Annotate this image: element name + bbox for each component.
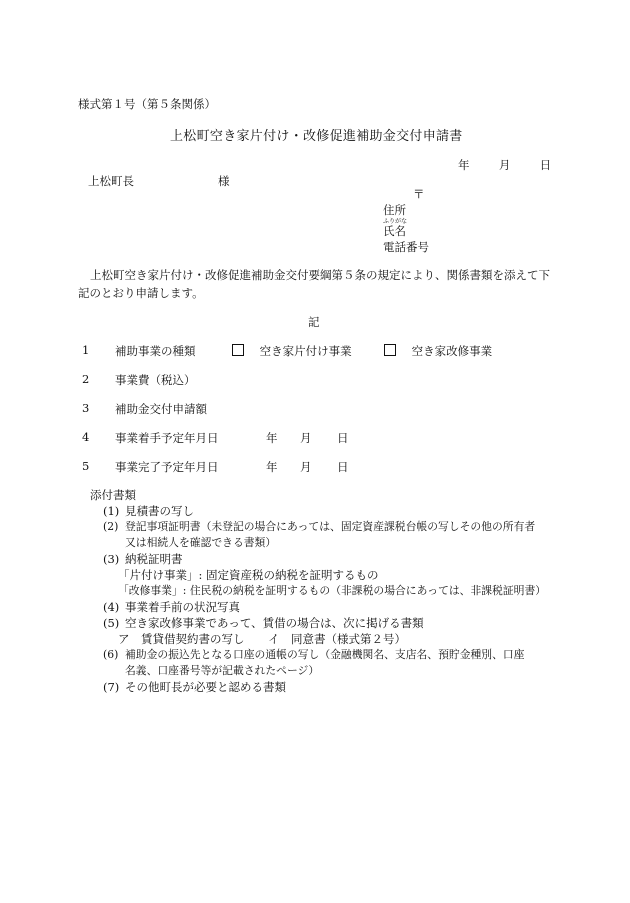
date-month: 月 (498, 158, 511, 172)
item-number: 4 (82, 430, 90, 444)
date-line (458, 157, 551, 173)
item-label: 事業費（税込） (115, 373, 196, 387)
recipient (88, 173, 134, 189)
attachment-item: (7) その他町長が必要と認める書類 (103, 680, 286, 694)
item-number: 3 (82, 401, 90, 415)
item-label: 補助金交付申請額 (115, 402, 207, 416)
attachment-item: (6) 補助金の振込先となる口座の通帳の写し（金融機関名、支店名、預貯金種別、口座 (103, 648, 525, 661)
start-year: 年 (266, 431, 278, 445)
attachment-item: (4) 事業着手前の状況写真 (103, 600, 240, 614)
attachment-item: (2) 登記事項証明書（未登記の場合にあっては、固定資産課税台帳の写しその他の所有者 (103, 520, 536, 533)
attachment-continuation: 名義、口座番号等が記載されたページ） (125, 664, 320, 677)
attachment-subitem: 「片付け事業」: 固定資産税の納税を証明するもの (118, 568, 379, 582)
furigana-label: ふりがな (383, 218, 408, 225)
date-year: 年 (458, 158, 470, 172)
recipient-honorific: 様 (218, 174, 230, 188)
date-day: 日 (539, 158, 552, 172)
option-kataduke[interactable] (232, 343, 352, 359)
start-month: 月 (300, 431, 312, 445)
attachment-item: (5) 空き家改修事業であって、賃借の場合は、次に掲げる書類 (103, 616, 424, 630)
end-month: 月 (300, 460, 312, 474)
intro-line-1: 上松町空き家片付け・改修促進補助金交付要綱第５条の規定により、関係書類を添えて下 (90, 268, 550, 282)
item-number: 2 (82, 372, 90, 386)
intro-line-2: 記のとおり申請します。 (78, 286, 204, 300)
item-number: 1 (82, 343, 90, 357)
option-kaishu[interactable] (384, 343, 492, 359)
item-number: 5 (82, 459, 90, 473)
attachment-subitem: 「改修事業」: 住民税の納税を証明するもの（非課税の場合にあっては、非課税証明書） (118, 584, 547, 597)
option-kaishu-label: 空き家改修事業 (411, 344, 493, 358)
end-day: 日 (337, 460, 349, 474)
start-day: 日 (337, 431, 349, 445)
attachments-title: 添付書類 (90, 488, 136, 502)
attachment-continuation: 又は相続人を確認できる書類） (125, 536, 277, 549)
item-label: 事業着手予定年月日 (115, 431, 219, 445)
attachment-item: (3) 納税証明書 (103, 552, 183, 566)
name-label: 氏名 (383, 224, 406, 238)
form-title: 上松町空き家片付け・改修促進補助金交付申請書 (170, 129, 463, 144)
checkbox-kataduke[interactable] (232, 344, 244, 356)
attachment-subitem: ア 賃貸借契約書の写し (118, 632, 245, 646)
attachment-subitem: イ 同意書（様式第２号） (268, 632, 406, 646)
option-kataduke-label: 空き家片付け事業 (259, 344, 352, 358)
ki-heading: 記 (308, 315, 320, 329)
address-label: 住所 (383, 203, 406, 217)
form-number: 様式第１号（第５条関係） (78, 97, 216, 111)
postal-mark: 〒 (413, 187, 425, 201)
end-year: 年 (266, 460, 278, 474)
phone-label: 電話番号 (383, 240, 429, 254)
checkbox-kaishu[interactable] (384, 344, 396, 356)
item-label: 補助事業の種類 (115, 344, 196, 358)
item-label: 事業完了予定年月日 (115, 460, 219, 474)
recipient-name: 上松町長 (88, 174, 134, 188)
attachment-item: (1) 見積書の写し (103, 504, 194, 518)
